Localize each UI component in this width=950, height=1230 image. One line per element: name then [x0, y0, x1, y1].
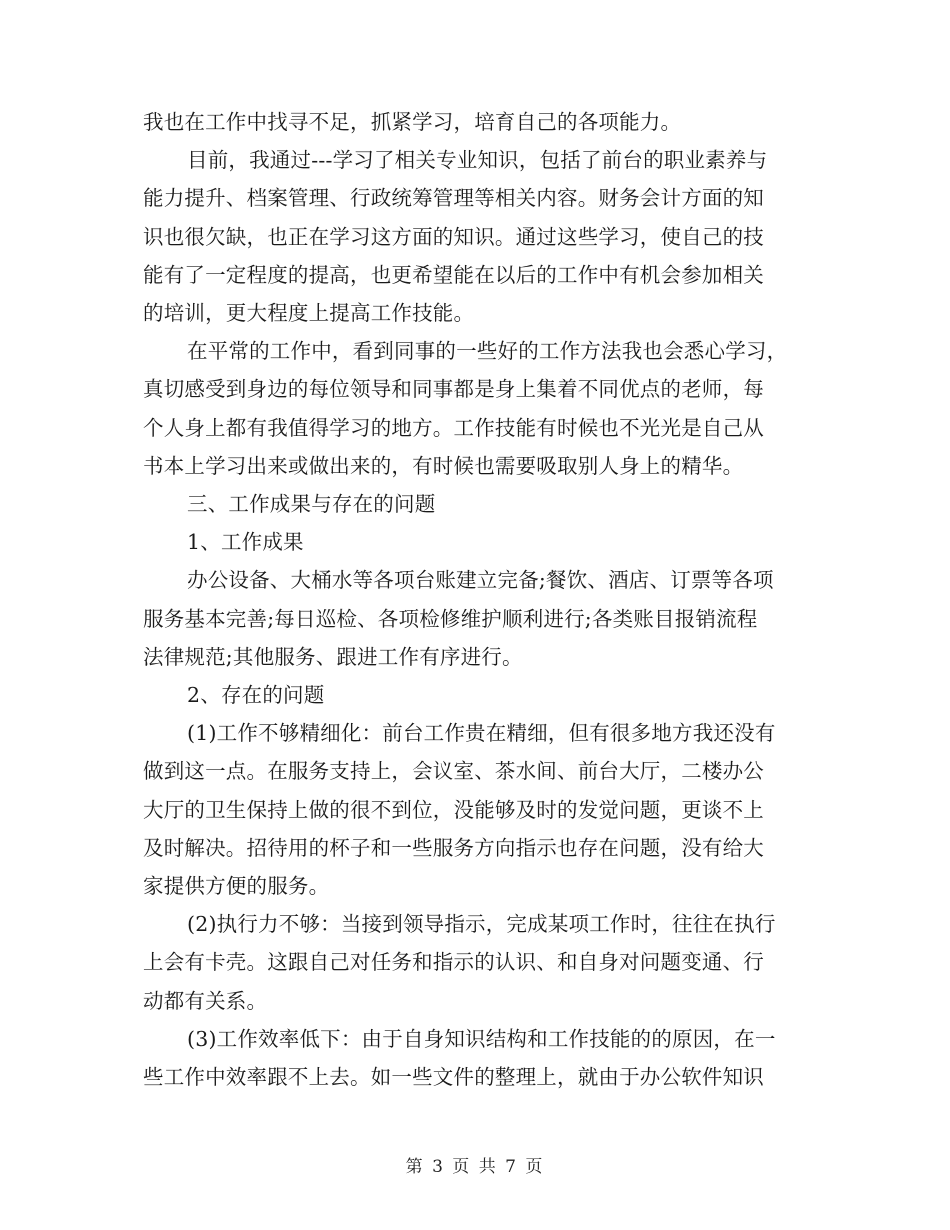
- paragraph: [143, 1020, 811, 1096]
- text-line: 真切感受到身边的每位领导和同事都是身上集着不同优点的老师，每: [143, 377, 764, 402]
- text-line: 我也在工作中找寻不足，抓紧学习，培育自己的各项能力。: [143, 110, 682, 134]
- page-footer: 第 3 页 共 7 页: [405, 1157, 545, 1177]
- text-line: 2、存在的问题: [187, 683, 325, 708]
- text-line: 办公设备、大桶水等各项台账建立完备;餐饮、酒店、订票等各项: [187, 568, 774, 593]
- text-line: 1、工作成果: [187, 530, 304, 555]
- paragraph: [143, 714, 811, 905]
- paragraph: [143, 561, 811, 676]
- text-line: 上会有卡壳。这跟自己对任务和指示的认识、和自身对问题变通、行: [143, 950, 764, 975]
- text-line: 三、工作成果与存在的问题: [187, 492, 436, 517]
- text-line: 目前，我通过---学习了相关专业知识，包括了前台的职业素养与: [187, 148, 768, 173]
- text-line: (3)工作效率低下：由于自身知识结构和工作技能的的原因，在一: [187, 1026, 776, 1051]
- text-line: 的培训，更大程度上提高工作技能。: [143, 301, 475, 326]
- paragraph: [143, 141, 811, 332]
- text-line: 书本上学习出来或做出来的，有时候也需要吸取别人身上的精华。: [143, 453, 744, 478]
- text-line: 能有了一定程度的提高，也更希望能在以后的工作中有机会参加相关: [143, 262, 764, 287]
- text-line: (2)执行力不够：当接到领导指示，完成某项工作时，往往在执行: [187, 912, 776, 937]
- paragraph: [143, 676, 811, 714]
- text-line: 法律规范;其他服务、跟进工作有序进行。: [143, 644, 523, 669]
- text-line: 些工作中效率跟不上去。如一些文件的整理上，就由于办公软件知识: [143, 1065, 764, 1090]
- text-line: 在平常的工作中，看到同事的一些好的工作方法我也会悉心学习，: [187, 339, 788, 364]
- paragraph: [143, 103, 811, 141]
- text-line: 家提供方便的服务。: [143, 874, 330, 899]
- text-line: 能力提升、档案管理、行政统筹管理等相关内容。财务会计方面的知: [143, 186, 764, 211]
- paragraph: [143, 332, 811, 485]
- paragraph: [143, 905, 811, 1020]
- text-line: 大厅的卫生保持上做的很不到位，没能够及时的发觉问题，更谈不上: [143, 797, 764, 822]
- text-line: 服务基本完善;每日巡检、各项检修维护顺利进行;各类账目报销流程: [143, 606, 758, 631]
- text-line: 及时解决。招待用的杯子和一些服务方向指示也存在问题，没有给大: [143, 835, 764, 860]
- text-line: 个人身上都有我值得学习的地方。工作技能有时候也不光光是自己从: [143, 415, 764, 440]
- text-line: 识也很欠缺，也正在学习这方面的知识。通过这些学习，使自己的技: [143, 224, 764, 249]
- text-line: (1)工作不够精细化：前台工作贵在精细，但有很多地方我还没有: [187, 721, 776, 746]
- paragraph: [143, 485, 811, 523]
- text-line: 做到这一点。在服务支持上，会议室、茶水间、前台大厅，二楼办公: [143, 759, 764, 784]
- text-line: 动都有关系。: [143, 988, 268, 1013]
- paragraph: [143, 523, 811, 561]
- document-body: [143, 103, 811, 1096]
